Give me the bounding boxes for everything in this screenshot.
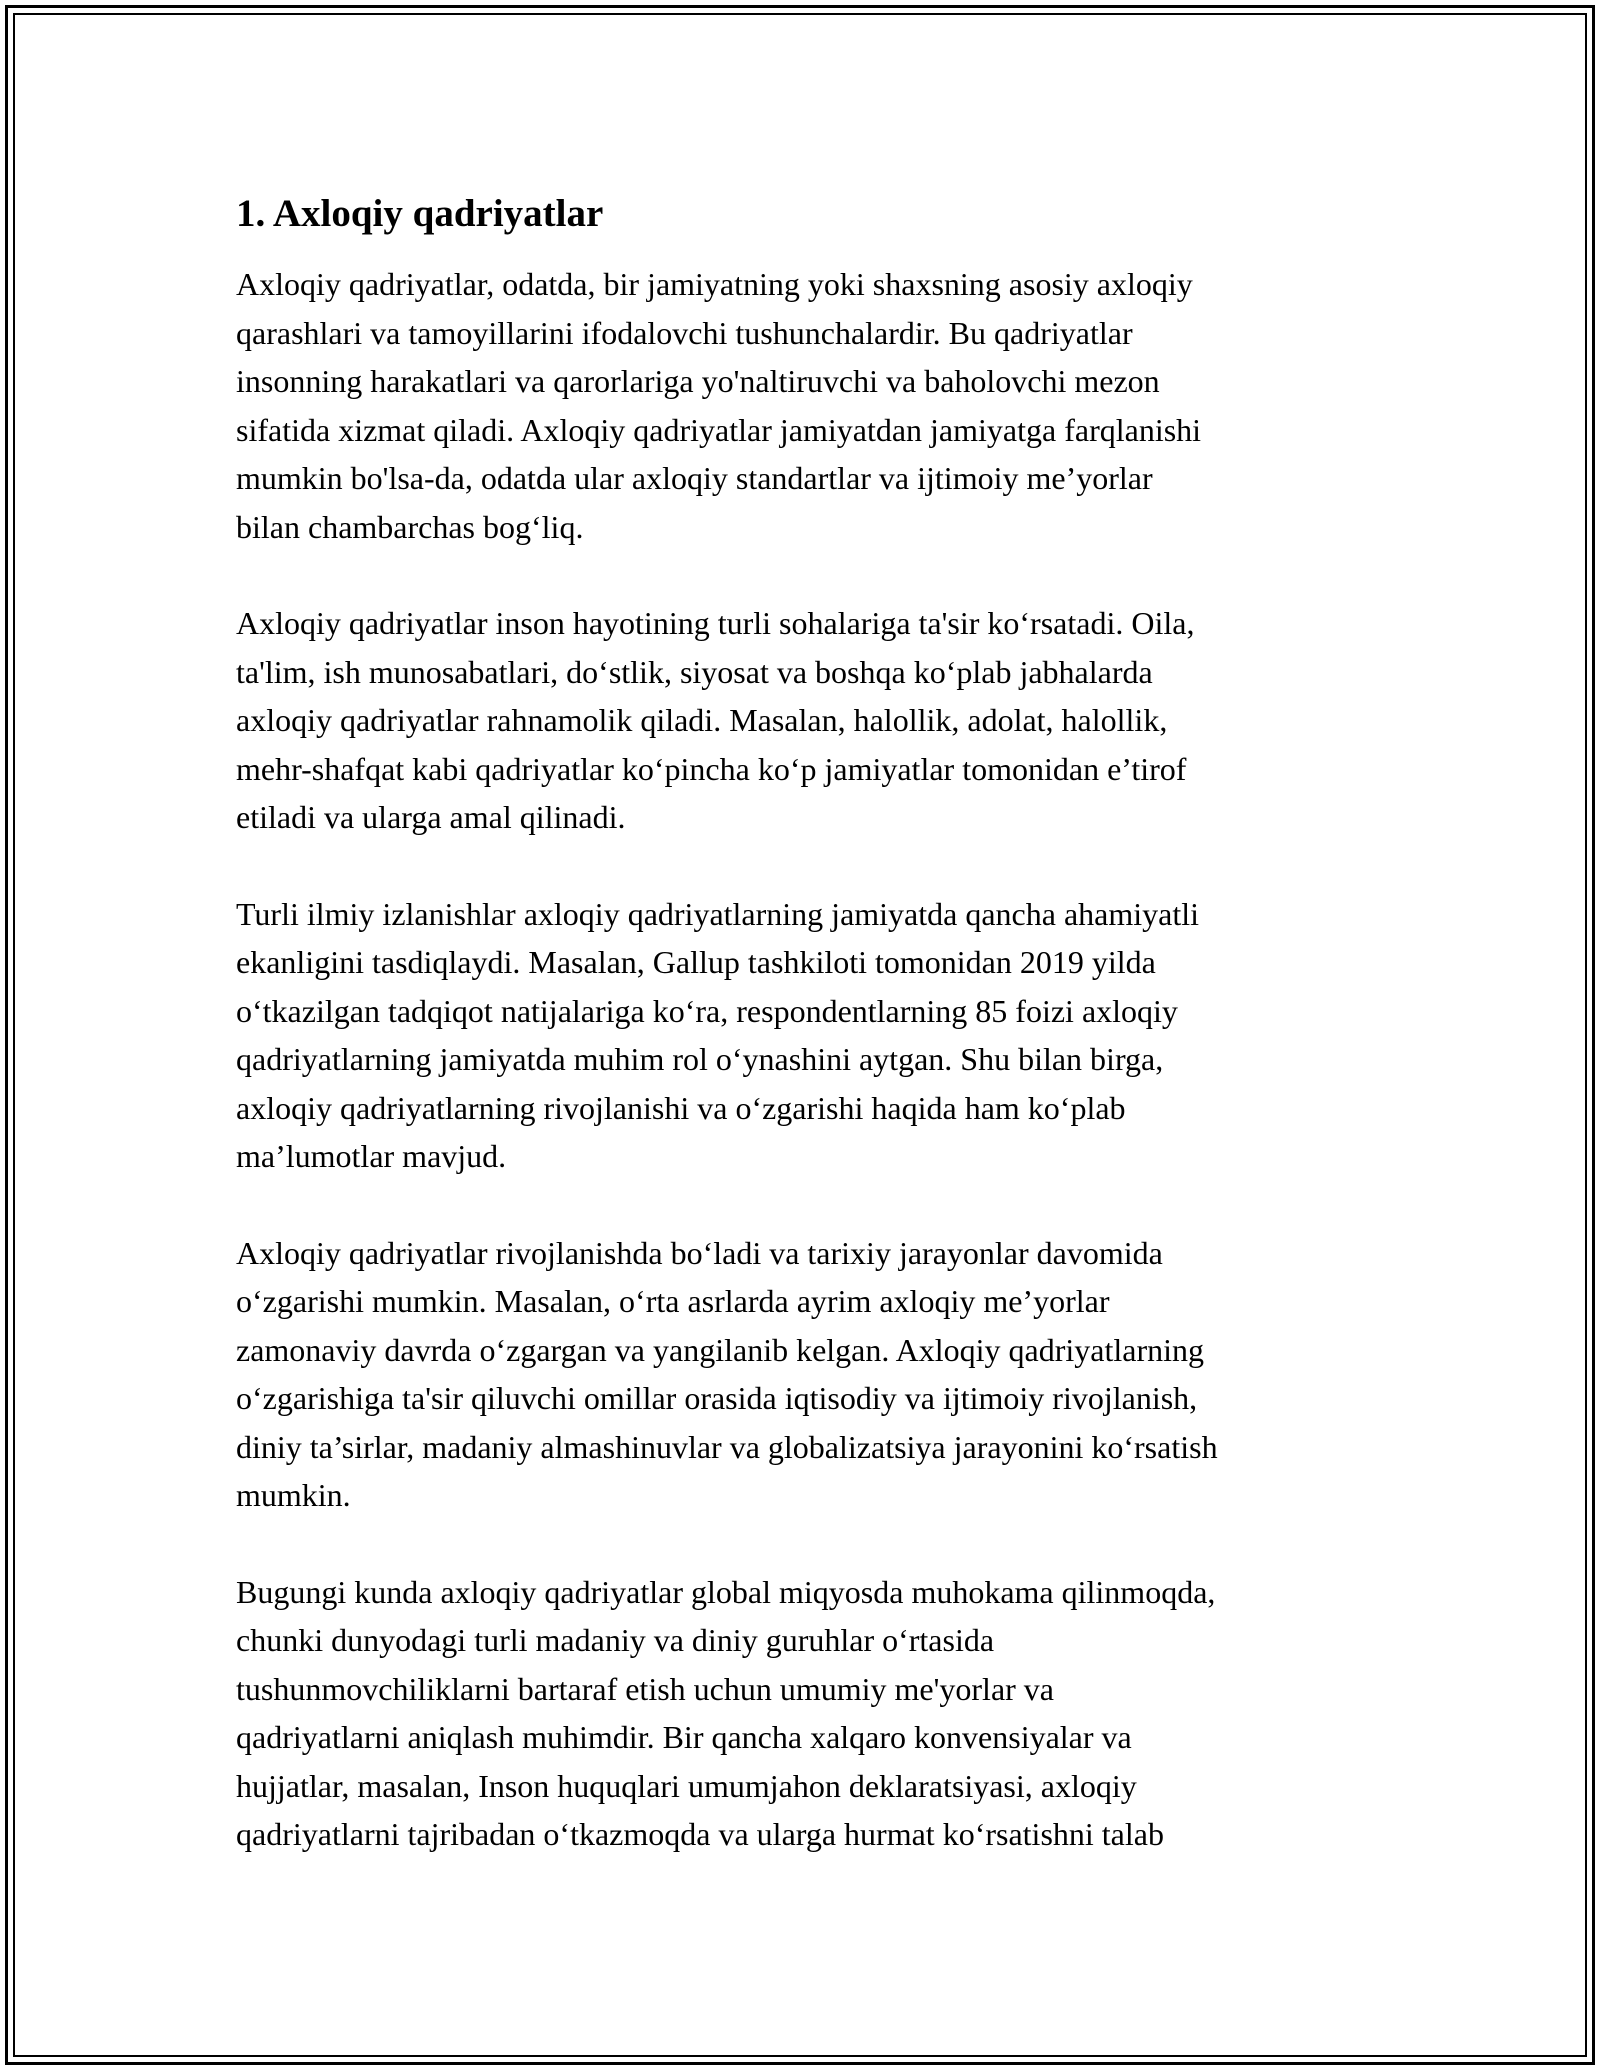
document-body [236, 186, 1376, 1907]
paragraph-3: Turli ilmiy izlanishlar axloqiy qadriyatlarning jamiyatda qancha ahamiyatli ekanligini tasdiqlaydi. Masalan, Gallup tashkiloti tomonidan 2019 yilda o‘tkazilgan tadqiqot natijalariga ko‘ra, respondentlarning 85 foizi axloqiy qadriyatlarning jamiyatda muhim rol o‘ynashini aytgan. Shu bilan birga, axloqiy qadriyatlarning rivojlanishi va o‘zgarishi haqida ham ko‘plab ma’lumotlar mavjud. [236, 895, 1200, 1174]
paragraph-5: Bugungi kunda axloqiy qadriyatlar global miqyosda muhokama qilinmoqda, chunki dunyodagi turli madaniy va diniy guruhlar o‘rtasida tushunmovchiliklarni bartaraf etish uchun umumiy me'yorlar va qadriyatlarni aniqlash muhimdir. Bir qancha xalqaro konvensiyalar va hujjatlar, masalan, Inson huquqlari umumjahon deklaratsiyasi, axloqiy qadriyatlarni tajribadan o‘tkazmoqda va ularga hurmat ko‘rsatishni talab [236, 1573, 1216, 1852]
paragraph-1: Axloqiy qadriyatlar, odatda, bir jamiyatning yoki shaxsning asosiy axloqiy qarashlari va tamoyillarini ifodalovchi tushunchalardir. Bu qadriyatlar insonning harakatlari va qarorlariga yo'naltiruvchi va baholovchi mezon sifatida xizmat qiladi. Axloqiy qadriyatlar jamiyatdan jamiyatga farqlanishi mumkin bo'lsa-da, odatda ular axloqiy standartlar va ijtimoiy me’yorlar bilan chambarchas bog‘liq. [236, 266, 1202, 545]
paragraph-4: Axloqiy qadriyatlar rivojlanishda bo‘ladi va tarixiy jarayonlar davomida o‘zgarishi mumkin. Masalan, o‘rta asrlarda ayrim axloqiy me’yorlar zamonaviy davrda o‘zgargan va yangilanib kelgan. Axloqiy qadriyatlarning o‘zgarishiga ta'sir qiluvchi omillar orasida iqtisodiy va ijtimoiy rivojlanish, diniy ta’sirlar, madaniy almashinuvlar va globalizatsiya jarayonini ko‘rsatish mumkin. [236, 1234, 1218, 1513]
paragraph-2: Axloqiy qadriyatlar inson hayotining turli sohalariga ta'sir ko‘rsatadi. Oila, ta'lim, ish munosabatlari, do‘stlik, siyosat va boshqa ko‘plab jabhalarda axloqiy qadriyatlar rahnamolik qiladi. Masalan, halollik, adolat, halollik, mehr-shafqat kabi qadriyatlar ko‘pincha ko‘p jamiyatlar tomonidan e’tirof etiladi va ularga amal qilinadi. [236, 605, 1195, 835]
section-heading: 1. Axloqiy qadriyatlar [236, 192, 604, 235]
